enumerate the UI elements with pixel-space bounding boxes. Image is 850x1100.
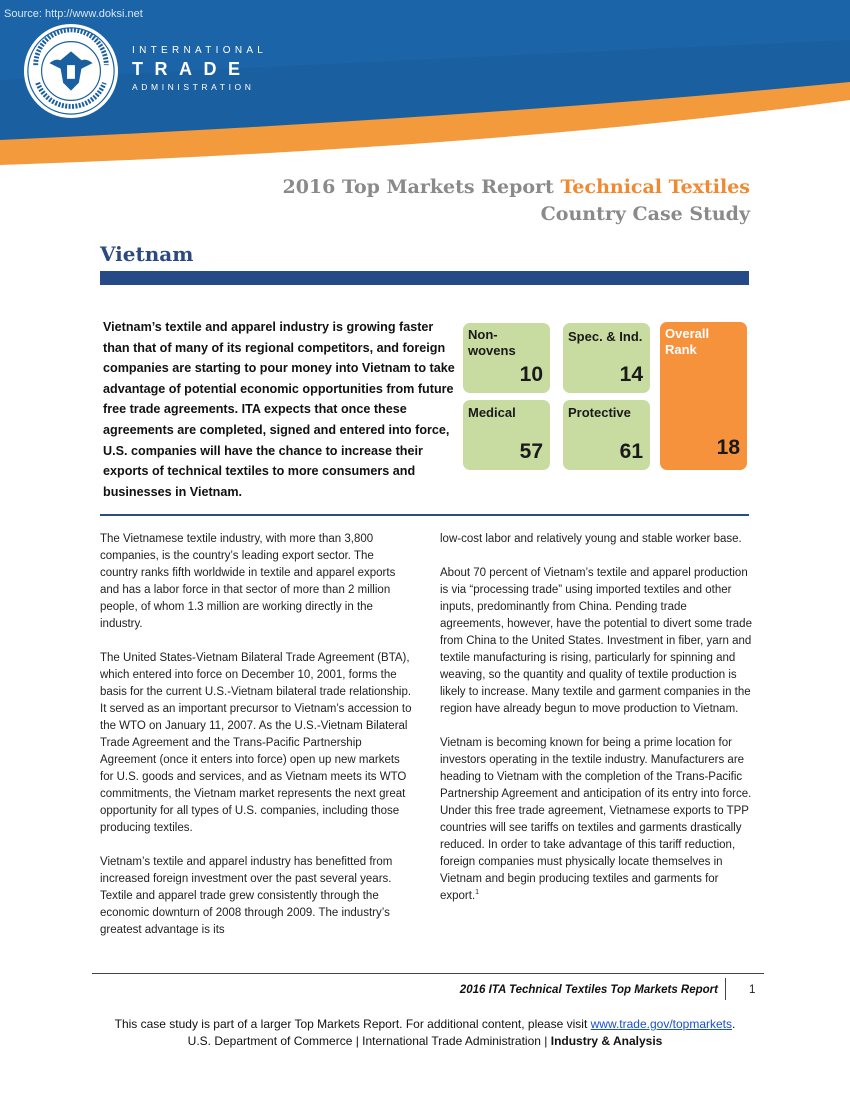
body-paragraph: Vietnam’s textile and apparel industry has benefitted from increased foreign investment over the past several years. Textile and apparel trade grew consistently through the economic downturn of 2008 through 2009. The industry’s greatest advantage is its <box>100 856 393 936</box>
rank-box-overall <box>660 322 747 470</box>
body-column-left <box>100 531 412 956</box>
body-paragraph: low-cost labor and relatively young and stable worker base. <box>440 533 742 545</box>
rank-label: Spec. & Ind. <box>568 329 643 344</box>
footer-department-text: U.S. Department of Commerce | International Trade Administration | <box>187 1034 551 1048</box>
rank-box-nonwovens <box>463 323 550 393</box>
section-divider <box>100 514 749 516</box>
report-title-main: 2016 Top Markets Report <box>282 176 554 198</box>
rank-value: 61 <box>619 440 643 463</box>
footer-separator <box>725 978 726 1000</box>
body-paragraph <box>440 735 752 905</box>
body-paragraph: The United States-Vietnam Bilateral Trade Agreement (BTA), which entered into force on December 10, 2001, forms the basis for the current U.S.-Vietnam bilateral trade relationship. It served as an important precursor to Vietnam’s accession to the WTO on January 11, 2007. As the U.S.-Vietnam Bilateral Trade Agreement and the Trans-Pacific Partnership Agreement (once it enters into force) open up new markets for U.S. goods and services, and as Vietnam meets its WTO commitments, the Vietnam market represents the next great opportunity for all types of U.S. companies, including those producing textiles. <box>100 652 412 834</box>
footer-note <box>0 1017 850 1031</box>
rank-box-protective <box>563 400 650 470</box>
rank-label: Protective <box>568 405 631 420</box>
footer-note-end: . <box>732 1017 736 1031</box>
body-paragraph: The Vietnamese textile industry, with more than 3,800 companies, is the country’s leading export sector. The country ranks fifth worldwide in textile and apparel exports and has a labor force in that sector of more than 2 million people, of whom 1.3 million are working directly in the industry. <box>100 533 396 630</box>
rank-value: 18 <box>716 436 740 459</box>
footer-department <box>0 1034 850 1048</box>
rank-box-spec-ind <box>563 323 650 393</box>
rank-value: 57 <box>519 440 543 463</box>
header-banner <box>0 0 850 165</box>
commerce-seal-icon <box>22 22 120 120</box>
body-paragraph: About 70 percent of Vietnam’s textile and apparel production is via “processing trade” using imported textiles and other inputs, predominantly from China. Pending trade agreements, however, have the potential to divert some trade from China to the United States. Investment in fiber, yarn and textile manufacturing is rising, particularly for spinning and weaving, so the quantity and quality of textile production is likely to increase. Many textile and garment companies in the region have already begun to move production to Vietnam. <box>440 567 752 715</box>
footnote-marker[interactable]: 1 <box>475 889 480 897</box>
rank-label: Non- wovens <box>468 327 516 358</box>
page-number: 1 <box>749 984 756 996</box>
topmarkets-link[interactable]: www.trade.gov/topmarkets <box>590 1017 733 1031</box>
title-divider <box>100 271 749 285</box>
rank-value: 10 <box>519 363 543 386</box>
footer-note-text: This case study is part of a larger Top Markets Report. For additional content, please visit <box>114 1017 591 1031</box>
report-subtitle: Country Case Study <box>540 203 750 225</box>
summary-paragraph: Vietnam’s textile and apparel industry is growing faster than that of many of its regional competitors, and foreign companies are starting to pour money into Vietnam to take advantage of potential economic opportunities from future free trade agreements. ITA expects that once these agreements are completed, signed and entered into force, U.S. companies will have the chance to increase their exports of technical textiles to more consumers and businesses in Vietnam. <box>103 320 455 499</box>
body-paragraph-text: Vietnam is becoming known for being a prime location for investors operating in the textile industry. Manufacturers are heading to Vietnam with the completion of the Trans-Pacific Partnership Agreement and anticipation of its entry into force. Under this free trade agreement, Vietnamese exports to TPP countries will see tariffs on textiles and garments drastically reduced. In order to take advantage of this tariff reduction, foreign companies must physically locate themselves in Vietnam and begin producing textiles and garments for export. <box>440 737 752 902</box>
logo-line-administration: ADMINISTRATION <box>132 82 255 92</box>
rank-label: Medical <box>468 405 516 420</box>
logo-line-trade: TRADE <box>132 59 252 79</box>
country-heading: Vietnam <box>100 242 194 266</box>
rank-value: 14 <box>619 363 643 386</box>
report-title-accent: Technical Textiles <box>560 176 750 198</box>
rank-box-medical <box>463 400 550 470</box>
footer-department-bold: Industry & Analysis <box>550 1034 663 1048</box>
footer-report-name: 2016 ITA Technical Textiles Top Markets Report <box>459 984 718 996</box>
report-title <box>282 176 750 198</box>
logo-line-international: INTERNATIONAL <box>132 45 268 56</box>
body-column-right <box>440 531 752 905</box>
source-note: Source: http://www.doksi.net <box>4 8 143 20</box>
rank-label: Overall Rank <box>665 326 710 357</box>
footer-divider <box>92 973 764 974</box>
